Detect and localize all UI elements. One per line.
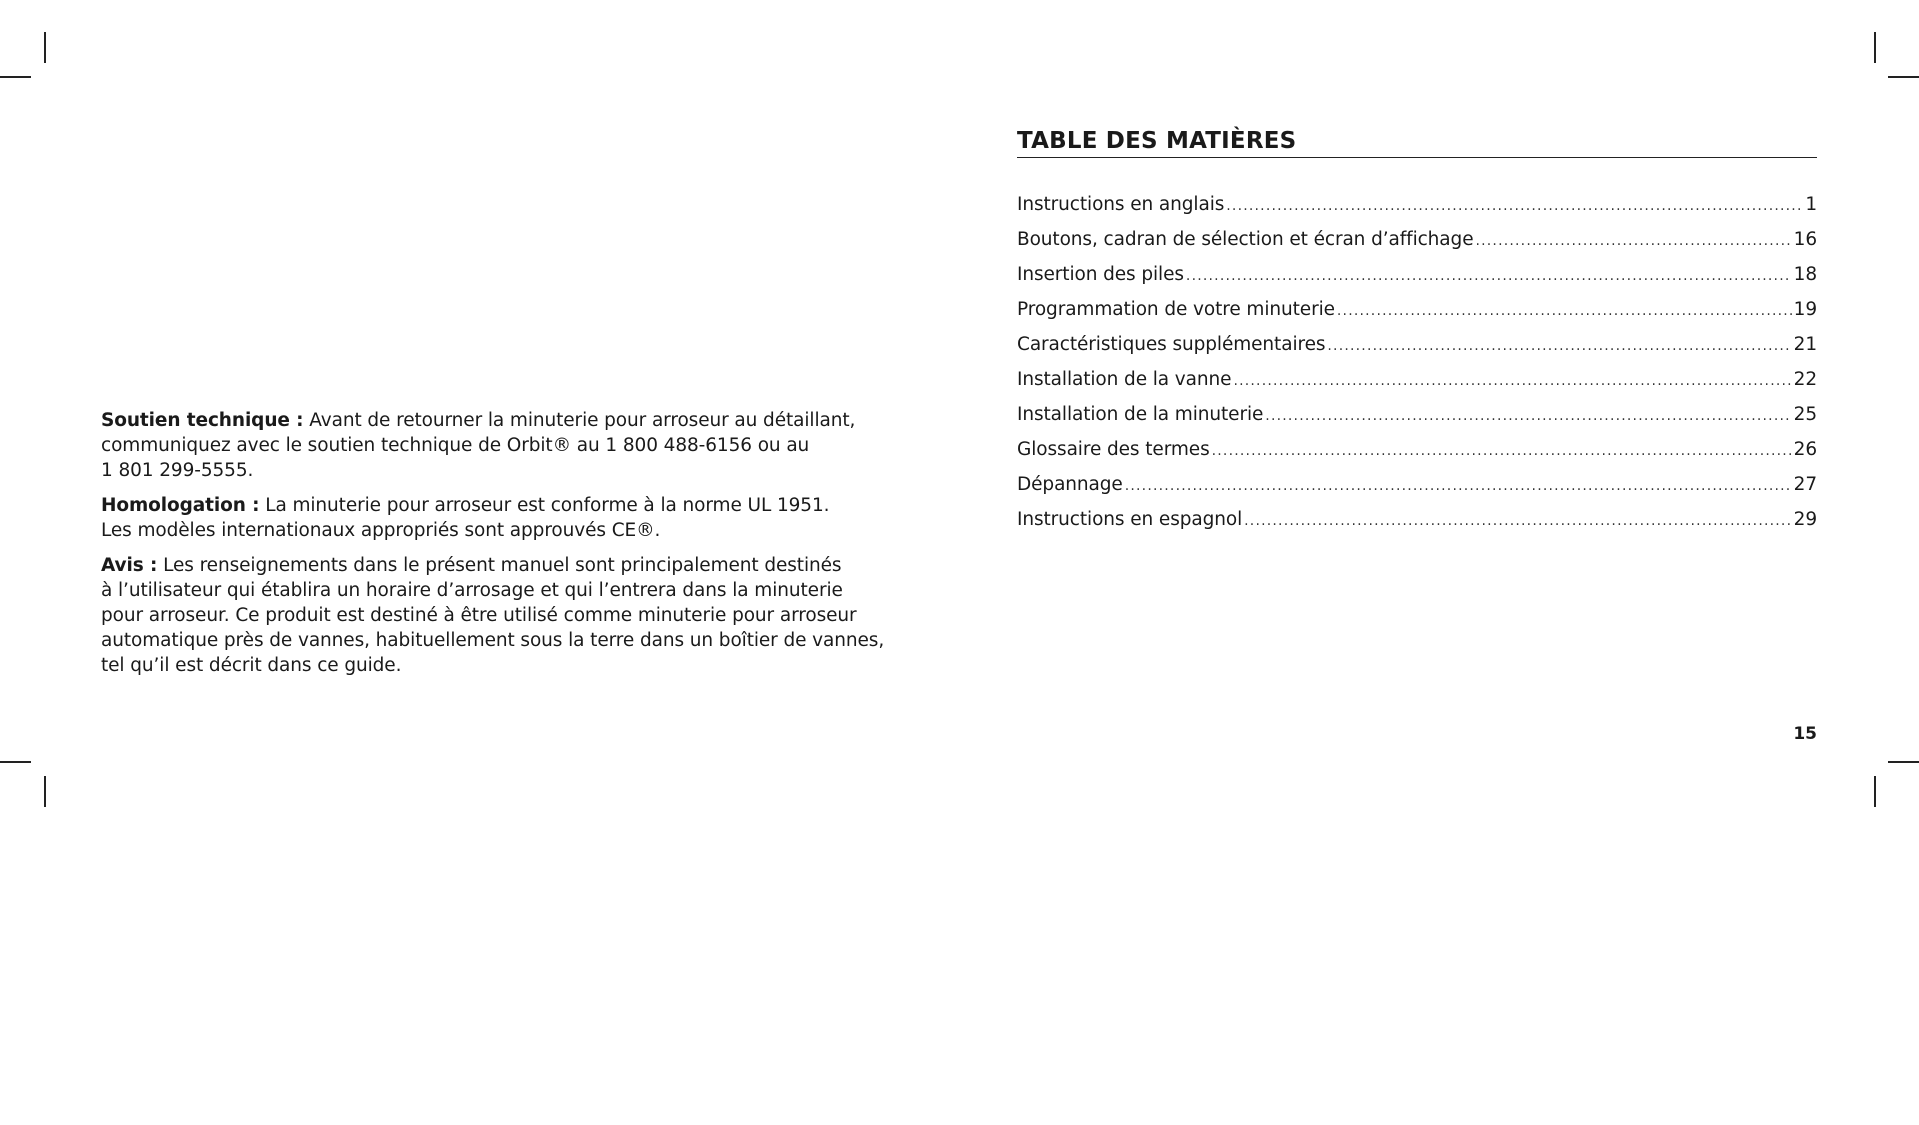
toc-list [1017,194,1817,544]
toc-entry[interactable] [1017,229,1817,264]
toc-entry-label: Insertion des piles [1017,264,1184,285]
homologation-label: Homologation : [101,495,260,516]
page-number: 15 [1793,724,1817,744]
technical-support-paragraph [101,408,901,483]
toc-entry[interactable] [1017,194,1817,229]
technical-support-text: Avant de retourner la minuterie pour arroseur au détaillant, communiquez avec le soutien technique de Orbit® au 1 800 488-6156 ou au 1 801 299-5555. [101,410,856,481]
toc-entry-label: Boutons, cadran de sélection et écran d’affichage [1017,229,1474,250]
toc-leader-dots [1475,233,1791,249]
toc-leader-dots [1327,338,1791,354]
crop-mark [44,32,46,63]
crop-mark [1888,76,1919,78]
toc-leader-dots [1265,408,1791,424]
toc-entry-page: 25 [1793,404,1817,425]
toc-entry-page: 1 [1805,194,1817,215]
toc-entry-page: 22 [1793,369,1817,390]
crop-mark [1874,32,1876,63]
toc-entry[interactable] [1017,474,1817,509]
toc-leader-dots [1125,478,1792,494]
toc-leader-dots [1212,443,1792,459]
notices-section [101,408,901,688]
toc-entry-page: 27 [1793,474,1817,495]
crop-mark [0,76,31,78]
toc-entry-label: Instructions en anglais [1017,194,1225,215]
toc-entry[interactable] [1017,509,1817,544]
notice-text: Les renseignements dans le présent manuel sont principalement destinés à l’utilisateur qui établira un horaire d’arrosage et qui l’entrera dans la minuterie pour arroseur. Ce produit est destiné à être utilisé comme minuterie pour arroseur automatique près de vannes, habituellement sous la terre dans un boîtier de vannes, tel qu’il est décrit dans ce guide. [101,555,885,676]
toc-leader-dots [1337,303,1792,319]
toc-entry-page: 29 [1793,509,1817,530]
toc-title: TABLE DES MATIÈRES [1017,128,1817,158]
toc-entry[interactable] [1017,369,1817,404]
technical-support-label: Soutien technique : [101,410,304,431]
toc-entry[interactable] [1017,334,1817,369]
homologation-paragraph [101,493,901,543]
toc-entry[interactable] [1017,439,1817,474]
toc-entry-label: Installation de la vanne [1017,369,1232,390]
crop-mark [44,776,46,807]
toc-entry-label: Instructions en espagnol [1017,509,1243,530]
crop-mark [1888,761,1919,763]
toc-entry[interactable] [1017,299,1817,334]
toc-entry-label: Installation de la minuterie [1017,404,1264,425]
toc-entry-label: Programmation de votre minuterie [1017,299,1335,320]
toc-entry-page: 19 [1793,299,1817,320]
toc-entry-page: 26 [1793,439,1817,460]
table-of-contents [1017,128,1817,544]
homologation-text: La minuterie pour arroseur est conforme à la norme UL 1951. Les modèles internationaux appropriés sont approuvés CE®. [101,495,830,541]
toc-leader-dots [1226,198,1803,214]
toc-entry-label: Glossaire des termes [1017,439,1210,460]
toc-leader-dots [1233,373,1791,389]
toc-entry-label: Dépannage [1017,474,1123,495]
toc-entry-page: 16 [1793,229,1817,250]
toc-leader-dots [1244,513,1792,529]
toc-entry-page: 18 [1793,264,1817,285]
toc-entry-page: 21 [1793,334,1817,355]
toc-entry[interactable] [1017,404,1817,439]
crop-mark [1874,776,1876,807]
notice-label: Avis : [101,555,158,576]
toc-leader-dots [1186,268,1792,284]
notice-paragraph [101,553,901,678]
toc-entry[interactable] [1017,264,1817,299]
crop-mark [0,761,31,763]
toc-entry-label: Caractéristiques supplémentaires [1017,334,1326,355]
